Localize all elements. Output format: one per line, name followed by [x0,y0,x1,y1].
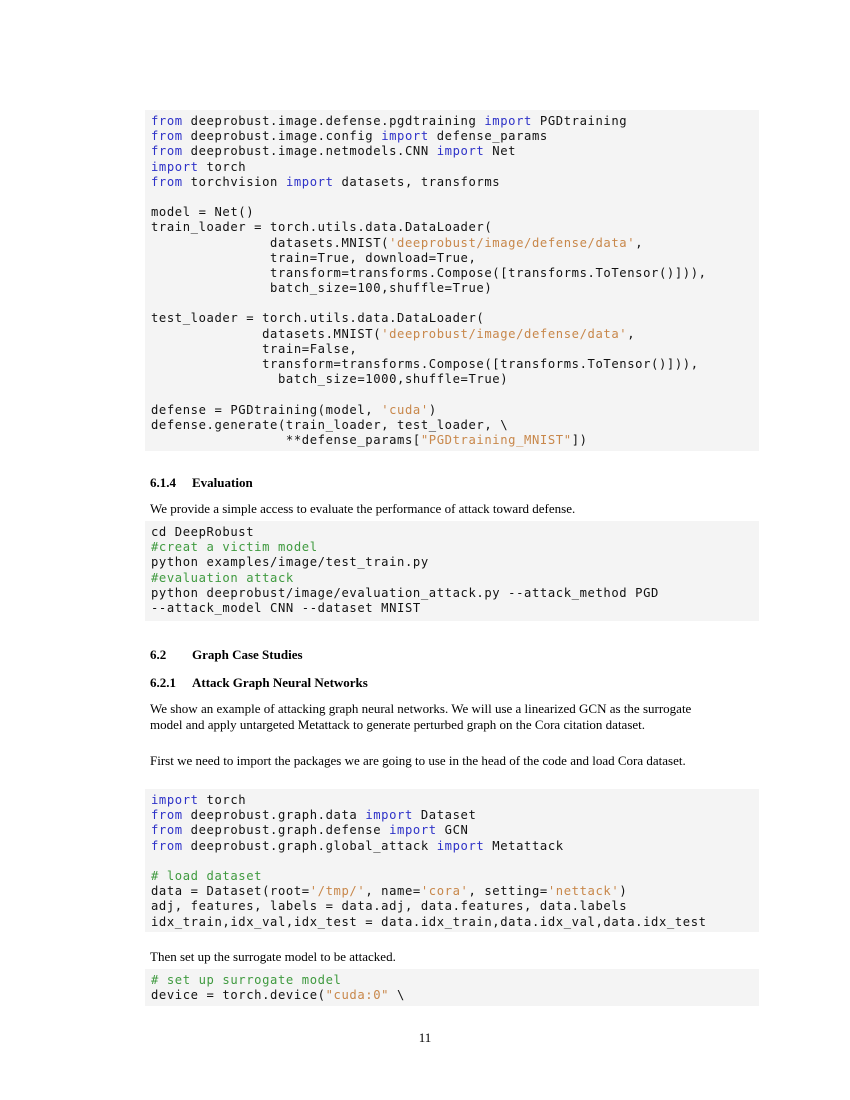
code-text: deeprobust.image.netmodels.CNN [182,144,437,159]
code-text: python deeprobust/image/evaluation_attack.py --attack_method PGD [151,585,659,600]
code-line [151,899,759,914]
code-text: Metattack [484,838,564,853]
code-line [151,205,759,220]
section-number: 6.2.1 [150,675,176,690]
code-text: ]) [571,432,588,447]
code-line [151,403,759,418]
code-string: 'nettack' [547,884,620,899]
code-text: \ [389,988,405,1003]
code-string: 'cuda' [381,402,429,417]
section-number: 6.1.4 [150,475,176,490]
code-text: test_loader = torch.utils.data.DataLoader( [151,311,485,326]
code-text: train=True, download=True, [151,250,477,265]
code-line [151,296,759,311]
code-line [151,114,759,129]
code-string: 'cora' [420,884,469,899]
code-keyword: from [151,174,183,189]
code-text: datasets, transforms [333,174,501,189]
code-text: , [635,235,644,250]
code-line [151,311,759,326]
code-keyword: import [436,838,485,853]
code-keyword: from [151,838,183,853]
code-text: idx_train,idx_val,idx_test = data.idx_train,data.idx_val,data.idx_test [151,914,707,929]
code-line [151,823,759,838]
code-line [151,988,759,1003]
section-heading-graph-case-studies [150,647,303,663]
code-line [151,220,759,235]
code-line [151,433,759,448]
code-comment: # set up surrogate model [151,973,342,987]
code-keyword: import [285,174,334,189]
code-line [151,839,759,854]
code-text: deeprobust.graph.global_attack [182,838,437,853]
section-heading-attack-gnn [150,675,368,691]
code-line [151,129,759,144]
code-text: deeprobust.graph.defense [182,823,390,838]
code-text: model = Net() [151,205,255,220]
code-keyword: from [151,129,183,144]
code-string: '/tmp/' [309,884,366,899]
code-text: , setting= [468,884,548,899]
code-text: device = torch.device( [151,988,326,1003]
code-comment: #evaluation attack [151,570,294,585]
code-keyword: import [151,793,199,807]
code-line [151,555,759,570]
section-title: Evaluation [192,475,253,490]
code-line [151,281,759,296]
code-string: "PGDtraining_MNIST" [420,432,572,447]
code-line [151,525,759,540]
code-comment: # load dataset [151,868,263,883]
code-text: cd DeepRobust [151,525,255,539]
code-string: "cuda:0" [325,988,390,1003]
code-text: deeprobust.graph.data [182,808,366,823]
code-text: PGDtraining [532,114,628,128]
code-line [151,342,759,357]
code-string: 'deeprobust/image/defense/data' [389,235,636,250]
code-string: 'deeprobust/image/defense/data' [381,326,628,341]
code-block-graph-imports [145,789,759,932]
code-text: train_loader = torch.utils.data.DataLoader( [151,220,493,235]
code-text: Dataset [412,808,477,823]
code-line [151,144,759,159]
code-keyword: import [151,159,199,174]
code-line [151,884,759,899]
code-text: Net [484,144,517,159]
code-keyword: import [436,144,485,159]
code-text: GCN [436,823,469,838]
code-text: defense.generate(train_loader, test_loader, \ [151,417,509,432]
code-text: batch_size=1000,shuffle=True) [151,372,509,387]
code-keyword: import [381,129,429,144]
section-title: Graph Case Studies [192,647,303,662]
code-text: --attack_model CNN --dataset MNIST [151,600,421,615]
code-text: python examples/image/test_train.py [151,555,429,570]
code-line [151,571,759,586]
code-text: deeprobust.image.defense.pgdtraining [182,114,485,128]
code-line [151,190,759,205]
code-keyword: import [365,808,413,823]
code-text: deeprobust.image.config [182,129,382,144]
section-title: Attack Graph Neural Networks [192,675,368,690]
code-text: defense = PGDtraining(model, [151,402,382,417]
paragraph-surrogate: Then set up the surrogate model to be attacked. [150,949,396,964]
code-text: data = Dataset(root= [151,884,310,899]
code-text: ) [428,402,437,417]
code-line [151,251,759,266]
code-keyword: import [484,114,532,128]
section-heading-evaluation [150,475,253,491]
paragraph-evaluation: We provide a simple access to evaluate the performance of attack toward defense. [150,501,576,516]
code-line [151,601,759,616]
code-line [151,418,759,433]
code-text: datasets.MNIST( [151,235,390,250]
code-text: defense_params [428,129,548,144]
code-line [151,236,759,251]
code-text: train=False, [151,341,358,356]
paragraph-graph-intro: We show an example of attacking graph neural networks. We will use a linearized GCN as the surrogate model and apply untargeted Metattack to generate perturbed graph on the Cora citation dataset. [150,701,692,732]
code-text: torch [198,159,247,174]
code-line [151,586,759,601]
code-line [151,266,759,281]
code-block-surrogate [145,969,759,1006]
code-block-pgdtraining [145,110,759,451]
code-line [151,793,759,808]
code-text: batch_size=100,shuffle=True) [151,281,493,296]
paragraph-graph-imports: First we need to import the packages we are going to use in the head of the code and load Cora dataset. [150,753,686,768]
code-line [151,973,759,988]
code-line [151,915,759,930]
code-text: , [627,326,636,341]
page-number: 11 [418,1030,432,1045]
code-keyword: import [389,823,437,838]
code-text: transform=transforms.Compose([transforms.ToTensor()])), [151,265,707,280]
code-text: transform=transforms.Compose([transforms.ToTensor()])), [151,357,699,371]
code-text: **defense_params[ [151,432,421,447]
code-line [151,357,759,372]
code-line [151,854,759,869]
code-line [151,387,759,402]
code-text: ) [619,884,628,899]
code-line [151,160,759,175]
code-text: torch [198,793,247,807]
code-line [151,327,759,342]
code-keyword: from [151,114,183,128]
code-line [151,175,759,190]
code-text: , name= [365,884,421,899]
code-block-evaluation [145,521,759,621]
code-keyword: from [151,144,183,159]
code-text: torchvision [182,174,286,189]
code-text: datasets.MNIST( [151,326,382,341]
section-number: 6.2 [150,647,167,662]
code-line [151,808,759,823]
code-keyword: from [151,823,183,838]
code-text: adj, features, labels = data.adj, data.features, data.labels [151,899,628,914]
code-line [151,372,759,387]
code-line [151,540,759,555]
code-keyword: from [151,808,183,823]
code-line [151,869,759,884]
code-comment: #creat a victim model [151,540,318,555]
